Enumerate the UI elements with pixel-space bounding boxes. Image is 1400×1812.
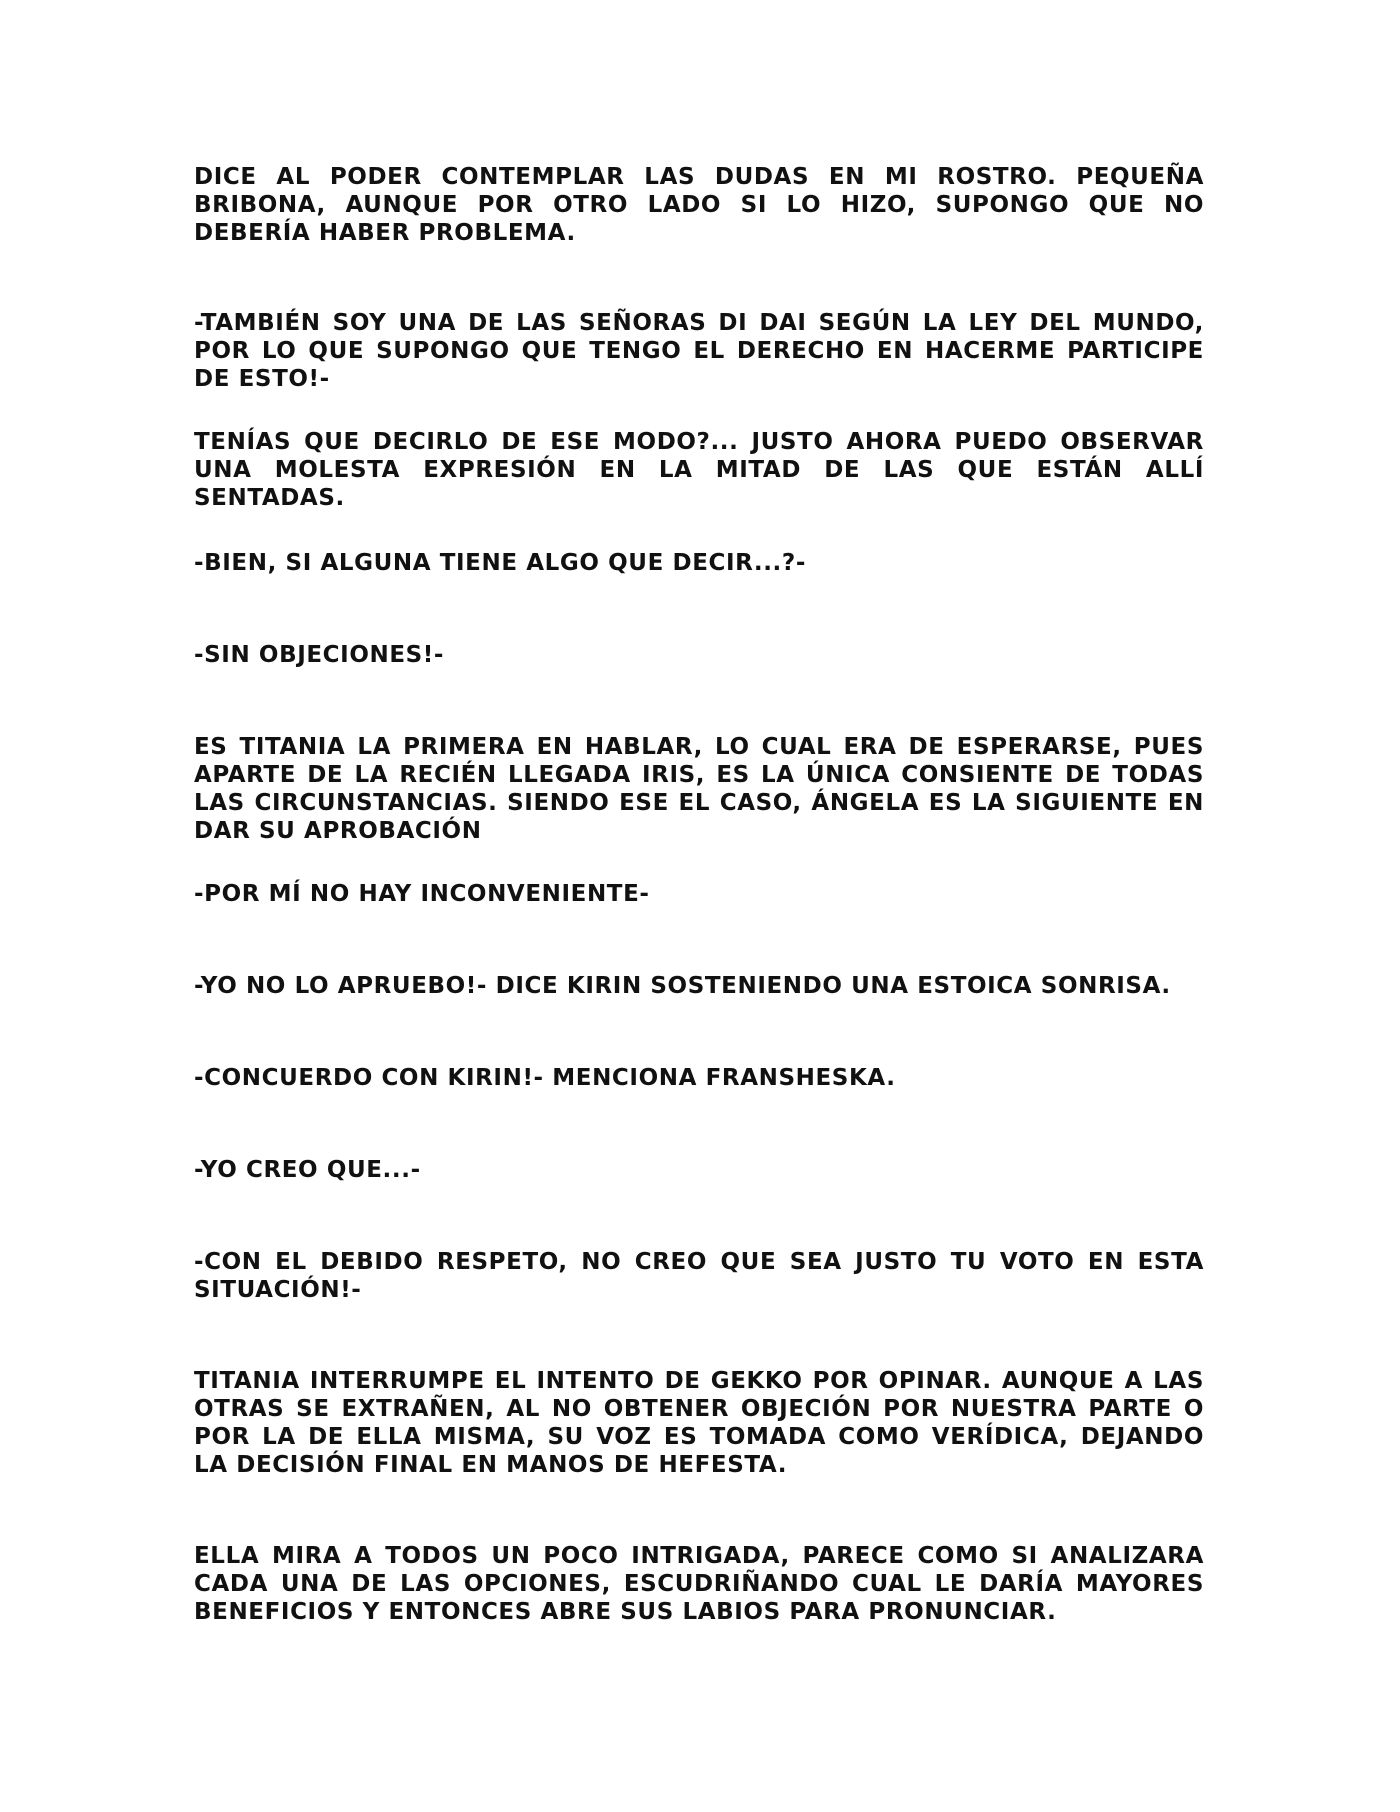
paragraph-7: -POR MÍ NO HAY INCONVENIENTE-	[194, 881, 650, 907]
paragraph-6: ES TITANIA LA PRIMERA EN HABLAR, LO CUAL ERA DE ESPERARSE, PUES APARTE DE LA RECIÉN LLEGADA IRIS, ES LA ÚNICA CONSIENTE DE TODAS LAS CIRCUNSTANCIAS. SIENDO ESE EL CASO, ÁNGELA ES LA SIGUIENTE EN DAR SU APROBACIÓN	[194, 734, 1204, 844]
paragraph-12: TITANIA INTERRUMPE EL INTENTO DE GEKKO POR OPINAR. AUNQUE A LAS OTRAS SE EXTRAÑEN, AL NO OBTENER OBJECIÓN POR NUESTRA PARTE O POR LA DE ELLA MISMA, SU VOZ ES TOMADA COMO VERÍDICA, DEJANDO LA DECISIÓN FINAL EN MANOS DE HEFESTA.	[194, 1368, 1204, 1478]
paragraph-9: -CONCUERDO CON KIRIN!- MENCIONA FRANSHESKA.	[194, 1065, 896, 1091]
paragraph-11: -CON EL DEBIDO RESPETO, NO CREO QUE SEA JUSTO TU VOTO EN ESTA SITUACIÓN!-	[194, 1249, 1204, 1303]
paragraph-5: -SIN OBJECIONES!-	[194, 642, 445, 668]
paragraph-1: DICE AL PODER CONTEMPLAR LAS DUDAS EN MI ROSTRO. PEQUEÑA BRIBONA, AUNQUE POR OTRO LADO SI LO HIZO, SUPONGO QUE NO DEBERÍA HABER PROBLEMA.	[194, 164, 1204, 246]
paragraph-2: -TAMBIÉN SOY UNA DE LAS SEÑORAS DI DAI SEGÚN LA LEY DEL MUNDO, POR LO QUE SUPONGO QUE TENGO EL DERECHO EN HACERME PARTICIPE DE ESTO!-	[194, 310, 1204, 392]
paragraph-3: TENÍAS QUE DECIRLO DE ESE MODO?... JUSTO AHORA PUEDO OBSERVAR UNA MOLESTA EXPRESIÓN EN LA MITAD DE LAS QUE ESTÁN ALLÍ SENTADAS.	[194, 429, 1204, 511]
paragraph-4: -BIEN, SI ALGUNA TIENE ALGO QUE DECIR...?-	[194, 550, 806, 576]
paragraph-13: ELLA MIRA A TODOS UN POCO INTRIGADA, PARECE COMO SI ANALIZARA CADA UNA DE LAS OPCIONES, ESCUDRIÑANDO CUAL LE DARÍA MAYORES BENEFICIOS Y ENTONCES ABRE SUS LABIOS PARA PRONUNCIAR.	[194, 1543, 1204, 1625]
paragraph-8: -YO NO LO APRUEBO!- DICE KIRIN SOSTENIENDO UNA ESTOICA SONRISA.	[194, 973, 1171, 999]
paragraph-10: -YO CREO QUE...-	[194, 1157, 421, 1183]
